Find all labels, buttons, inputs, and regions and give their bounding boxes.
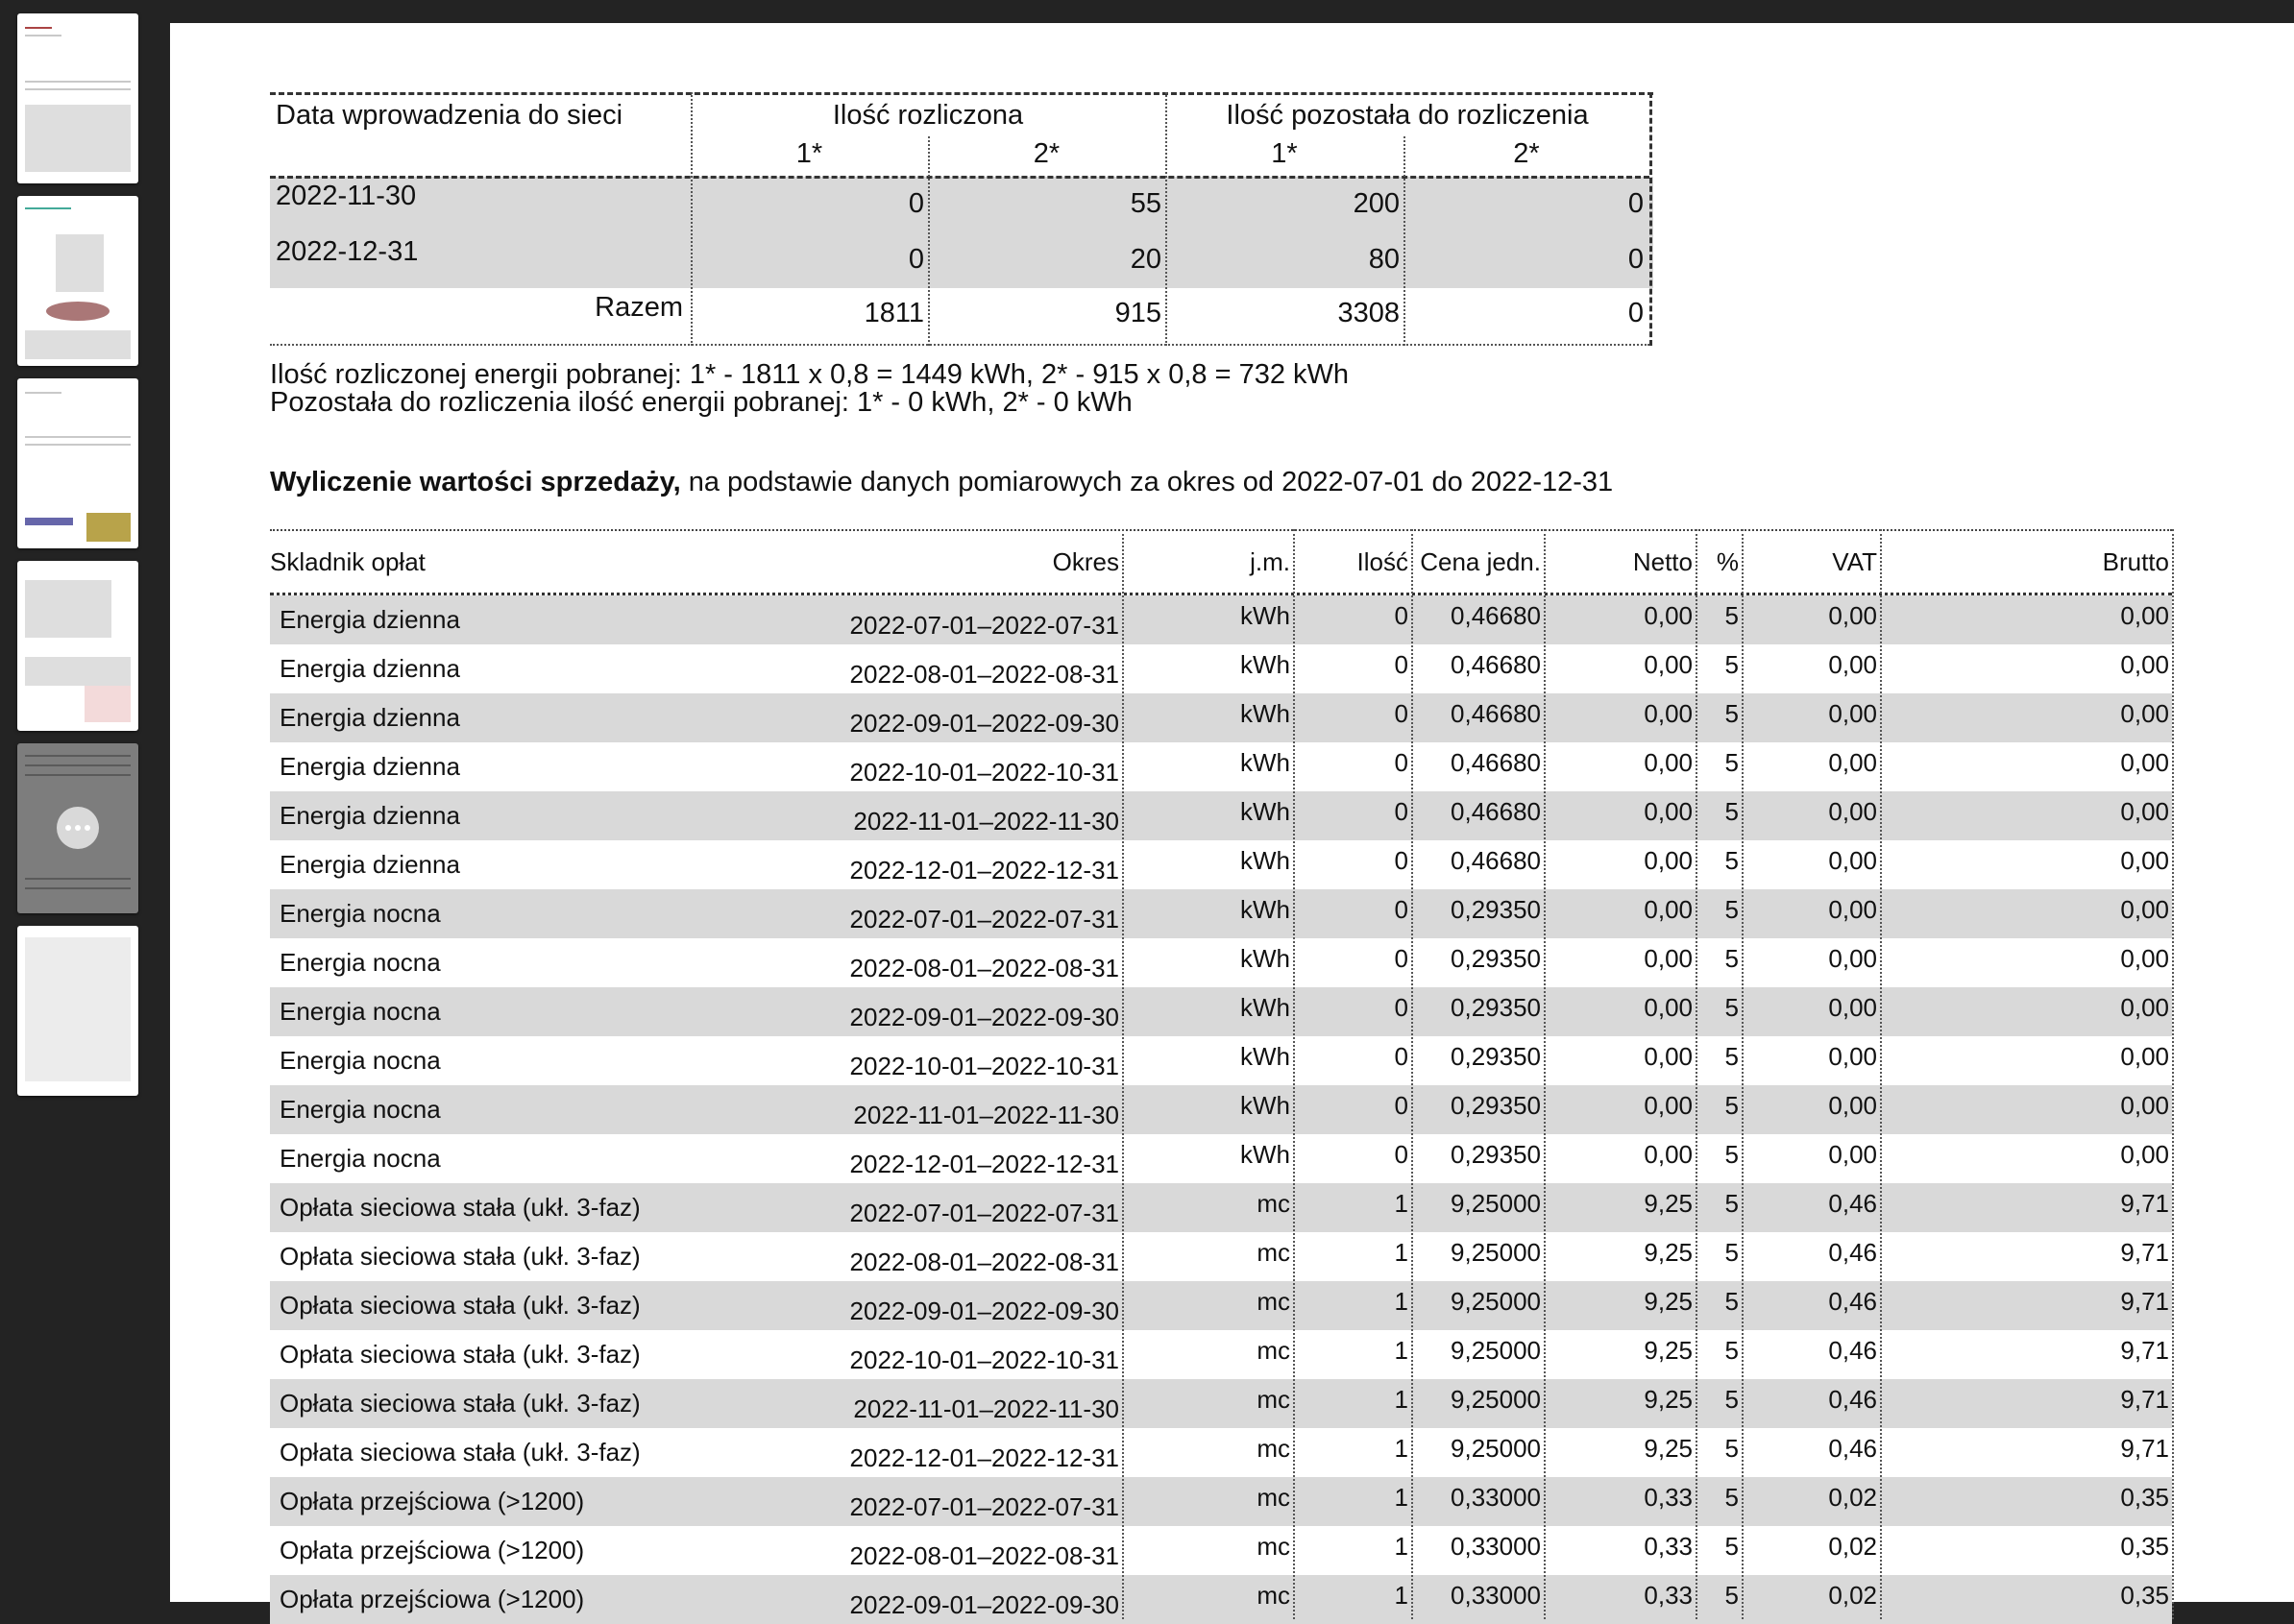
cell-net: 9,25 (1644, 1287, 1693, 1316)
cell-gross: 0,00 (2120, 601, 2169, 630)
cell-net: 0,00 (1644, 1140, 1693, 1169)
column-divider (1880, 529, 1882, 1619)
cell-vat: 0,00 (1828, 944, 1877, 973)
cell-period: 2022-09-01–2022-09-30 (849, 1297, 1119, 1325)
cell-gross: 0,35 (2120, 1483, 2169, 1512)
cell-vat: 0,00 (1828, 895, 1877, 924)
cell-vat-rate: 5 (1724, 1042, 1739, 1071)
table-row (270, 693, 2172, 742)
cell-quantity: 1 (1394, 1287, 1408, 1316)
table-row (270, 595, 2172, 644)
cell-unit: kWh (1240, 748, 1290, 777)
cell-unit: mc (1257, 1434, 1290, 1463)
cell-gross: 0,00 (2120, 748, 2169, 777)
table-row (270, 1134, 2172, 1183)
cell-vat: 0,00 (1828, 993, 1877, 1022)
cell-unit-price: 9,25000 (1451, 1189, 1541, 1218)
cell-vat: 0,02 (1828, 1532, 1877, 1561)
cell-net: 0,33 (1644, 1483, 1693, 1512)
cell-period: 2022-12-01–2022-12-31 (849, 1150, 1119, 1178)
cell-gross: 0,00 (2120, 944, 2169, 973)
header-unit-price: Cena jedn. (1420, 546, 1541, 576)
cell-unit-price: 0,29350 (1451, 1042, 1541, 1071)
cell-gross: 0,35 (2120, 1532, 2169, 1561)
cell-quantity: 1 (1394, 1385, 1408, 1414)
cell-component: Energia dzienna (280, 703, 460, 732)
cell-period: 2022-10-01–2022-10-31 (849, 758, 1119, 787)
cell-net: 0,00 (1644, 797, 1693, 826)
cell-component: Energia nocna (280, 1095, 441, 1124)
cell-gross: 9,71 (2120, 1336, 2169, 1365)
header-unit: j.m. (1250, 546, 1290, 576)
cell-component: Opłata sieciowa stała (ukł. 3-faz) (280, 1291, 641, 1320)
header-net: Netto (1632, 546, 1693, 576)
document-page (170, 23, 2294, 1619)
cell-gross: 9,71 (2120, 1287, 2169, 1316)
cell-vat: 0,46 (1828, 1336, 1877, 1365)
cell-unit-price: 0,46680 (1451, 846, 1541, 875)
cell-quantity: 1 (1394, 1581, 1408, 1610)
page-thumbnail-6[interactable] (17, 926, 138, 1096)
cell-unit: mc (1257, 1336, 1290, 1365)
cell-period: 2022-09-01–2022-09-30 (849, 1590, 1119, 1619)
cell-unit: kWh (1240, 1091, 1290, 1120)
table-row (270, 644, 2172, 693)
table-row (270, 1575, 2172, 1624)
cell-vat-rate: 5 (1724, 650, 1739, 679)
cell-unit-price: 0,33000 (1451, 1581, 1541, 1610)
sales-table-body (270, 595, 2172, 1624)
sales-table (270, 529, 2172, 1624)
cell-unit: mc (1257, 1238, 1290, 1267)
cell-net: 0,00 (1644, 699, 1693, 728)
cell-vat: 0,00 (1828, 1091, 1877, 1120)
cell-unit-price: 0,29350 (1451, 895, 1541, 924)
page-thumbnail-1[interactable] (17, 13, 138, 183)
cell-net: 9,25 (1644, 1385, 1693, 1414)
cell-gross: 0,00 (2120, 797, 2169, 826)
cell-unit: mc (1257, 1385, 1290, 1414)
cell-gross: 9,71 (2120, 1238, 2169, 1267)
cell-vat-rate: 5 (1724, 944, 1739, 973)
cell-quantity: 0 (1394, 797, 1408, 826)
column-divider (1742, 529, 1744, 1619)
cell-gross: 9,71 (2120, 1189, 2169, 1218)
cell-gross: 0,00 (2120, 993, 2169, 1022)
settle-header-s2: 2* (1033, 138, 1061, 169)
cell-period: 2022-07-01–2022-07-31 (849, 611, 1119, 640)
cell-unit-price: 0,46680 (1451, 699, 1541, 728)
cell-vat: 0,02 (1828, 1581, 1877, 1610)
settle-total-r2: 0 (1627, 298, 1644, 328)
table-row (270, 1526, 2172, 1575)
sales-calculation-title (270, 467, 1613, 498)
cell-quantity: 1 (1394, 1238, 1408, 1267)
cell-component: Opłata sieciowa stała (ukł. 3-faz) (280, 1340, 641, 1369)
cell-vat: 0,46 (1828, 1189, 1877, 1218)
header-gross: Brutto (2102, 546, 2169, 576)
cell-unit: mc (1257, 1483, 1290, 1512)
cell-net: 0,00 (1644, 944, 1693, 973)
settle-header-remaining: Ilość pozostała do rozliczenia (1226, 100, 1589, 131)
cell-quantity: 0 (1394, 650, 1408, 679)
cell-quantity: 0 (1394, 895, 1408, 924)
cell-period: 2022-08-01–2022-08-31 (849, 660, 1119, 689)
cell-gross: 0,00 (2120, 895, 2169, 924)
cell-quantity: 0 (1394, 944, 1408, 973)
cell-vat-rate: 5 (1724, 1287, 1739, 1316)
cell-period: 2022-07-01–2022-07-31 (849, 905, 1119, 933)
cell-unit: kWh (1240, 699, 1290, 728)
cell-period: 2022-11-01–2022-11-30 (853, 1101, 1119, 1129)
cell-period: 2022-09-01–2022-09-30 (849, 709, 1119, 738)
sales-calculation-title-bold: Wyliczenie wartości sprzedaży, (270, 467, 681, 497)
cell-component: Energia nocna (280, 948, 441, 977)
cell-unit: kWh (1240, 895, 1290, 924)
table-row (270, 987, 2172, 1036)
cell-gross: 0,00 (2120, 1140, 2169, 1169)
table-row (270, 938, 2172, 987)
cell-period: 2022-10-01–2022-10-31 (849, 1345, 1119, 1374)
cell-component: Energia dzienna (280, 801, 460, 830)
cell-gross: 0,00 (2120, 650, 2169, 679)
cell-quantity: 0 (1394, 1091, 1408, 1120)
cell-unit: mc (1257, 1581, 1290, 1610)
cell-gross: 0,00 (2120, 1042, 2169, 1071)
cell-unit-price: 0,33000 (1451, 1483, 1541, 1512)
page-thumbnail-5[interactable] (17, 743, 138, 913)
column-divider (2172, 529, 2174, 1619)
table-row (270, 840, 2172, 889)
cell-unit-price: 9,25000 (1451, 1287, 1541, 1316)
cell-vat-rate: 5 (1724, 797, 1739, 826)
cell-component: Energia dzienna (280, 605, 460, 634)
cell-vat: 0,00 (1828, 650, 1877, 679)
cell-vat-rate: 5 (1724, 1140, 1739, 1169)
page-thumbnail-4[interactable] (17, 561, 138, 731)
cell-period: 2022-10-01–2022-10-31 (849, 1052, 1119, 1080)
sales-calculation-title-rest: na podstawie danych pomiarowych za okres od 2022-07-01 do 2022-12-31 (680, 467, 1614, 497)
cell-vat-rate: 5 (1724, 895, 1739, 924)
cell-unit-price: 0,29350 (1451, 1140, 1541, 1169)
table-row (270, 1281, 2172, 1330)
table-row (270, 1036, 2172, 1085)
cell-unit: kWh (1240, 1140, 1290, 1169)
cell-vat: 0,46 (1828, 1385, 1877, 1414)
cell-period: 2022-08-01–2022-08-31 (849, 1541, 1119, 1570)
cell-vat: 0,00 (1828, 699, 1877, 728)
settle-header-r1: 1* (1271, 138, 1298, 169)
cell-vat: 0,46 (1828, 1238, 1877, 1267)
settled-energy-note: Ilość rozliczonej energii pobranej: 1* - 1811 x 0,8 = 1449 kWh, 2* - 915 x 0,8 = 732 kWh (270, 359, 1350, 390)
cell-quantity: 1 (1394, 1336, 1408, 1365)
sales-table-header (270, 529, 2172, 595)
cell-period: 2022-09-01–2022-09-30 (849, 1003, 1119, 1031)
cell-component: Opłata sieciowa stała (ukł. 3-faz) (280, 1389, 641, 1418)
cell-quantity: 1 (1394, 1483, 1408, 1512)
cell-gross: 0,35 (2120, 1581, 2169, 1610)
cell-gross: 9,71 (2120, 1434, 2169, 1463)
cell-gross: 0,00 (2120, 846, 2169, 875)
cell-component: Energia dzienna (280, 752, 460, 781)
cell-vat-rate: 5 (1724, 993, 1739, 1022)
cell-unit: kWh (1240, 797, 1290, 826)
cell-quantity: 0 (1394, 1042, 1408, 1071)
cell-net: 0,00 (1644, 601, 1693, 630)
cell-unit-price: 9,25000 (1451, 1238, 1541, 1267)
table-row (270, 889, 2172, 938)
cell-unit: mc (1257, 1189, 1290, 1218)
cell-vat: 0,00 (1828, 601, 1877, 630)
cell-vat: 0,02 (1828, 1483, 1877, 1512)
table-row (270, 1085, 2172, 1134)
cell-component: Energia nocna (280, 899, 441, 928)
cell-unit-price: 9,25000 (1451, 1434, 1541, 1463)
cell-vat-rate: 5 (1724, 1336, 1739, 1365)
cell-component: Opłata sieciowa stała (ukł. 3-faz) (280, 1438, 641, 1466)
cell-unit-price: 0,46680 (1451, 748, 1541, 777)
cell-quantity: 0 (1394, 993, 1408, 1022)
cell-vat: 0,00 (1828, 797, 1877, 826)
cell-period: 2022-11-01–2022-11-30 (853, 807, 1119, 836)
table-row (270, 1183, 2172, 1232)
page-thumbnail-2[interactable] (17, 196, 138, 366)
cell-vat-rate: 5 (1724, 601, 1739, 630)
cell-vat-rate: 5 (1724, 1483, 1739, 1512)
settle-row-s1: 0 (908, 188, 924, 219)
column-divider (1544, 529, 1546, 1619)
cell-unit: kWh (1240, 601, 1290, 630)
settle-row-date: 2022-12-31 (276, 236, 419, 267)
cell-quantity: 0 (1394, 601, 1408, 630)
cell-net: 9,25 (1644, 1238, 1693, 1267)
settle-header-s1: 1* (795, 138, 823, 169)
cell-period: 2022-12-01–2022-12-31 (849, 1443, 1119, 1472)
settle-row-s2: 20 (1130, 244, 1161, 275)
cell-component: Opłata sieciowa stała (ukł. 3-faz) (280, 1193, 641, 1222)
cell-unit-price: 0,46680 (1451, 601, 1541, 630)
thumbnail-sidebar (0, 0, 154, 1602)
cell-unit: kWh (1240, 846, 1290, 875)
remaining-energy-note: Pozostała do rozliczenia ilość energii pobranej: 1* - 0 kWh, 2* - 0 kWh (270, 387, 1133, 418)
settle-header-settled: Ilość rozliczona (832, 100, 1024, 131)
cell-unit: kWh (1240, 1042, 1290, 1071)
cell-net: 0,00 (1644, 846, 1693, 875)
settle-header-r2: 2* (1513, 138, 1540, 169)
cell-vat-rate: 5 (1724, 699, 1739, 728)
cell-component: Energia nocna (280, 997, 441, 1026)
cell-component: Energia dzienna (280, 850, 460, 879)
cell-quantity: 1 (1394, 1434, 1408, 1463)
cell-net: 9,25 (1644, 1189, 1693, 1218)
cell-vat-rate: 5 (1724, 1238, 1739, 1267)
cell-unit-price: 0,33000 (1451, 1532, 1541, 1561)
header-vat-rate: % (1716, 546, 1739, 576)
cell-component: Opłata przejściowa (>1200) (280, 1487, 585, 1515)
cell-period: 2022-11-01–2022-11-30 (853, 1394, 1119, 1423)
header-component: Skladnik opłat (270, 546, 426, 576)
settle-row-s2: 55 (1130, 188, 1161, 219)
cell-net: 0,00 (1644, 1091, 1693, 1120)
cell-vat-rate: 5 (1724, 846, 1739, 875)
page-thumbnail-3[interactable] (17, 378, 138, 548)
cell-unit: kWh (1240, 650, 1290, 679)
header-quantity: Ilość (1356, 546, 1408, 576)
cell-unit-price: 0,29350 (1451, 944, 1541, 973)
settle-row-r2: 0 (1627, 244, 1644, 275)
cell-gross: 9,71 (2120, 1385, 2169, 1414)
cell-quantity: 0 (1394, 748, 1408, 777)
cell-period: 2022-08-01–2022-08-31 (849, 954, 1119, 982)
cell-net: 0,00 (1644, 1042, 1693, 1071)
cell-unit-price: 0,29350 (1451, 993, 1541, 1022)
table-row (270, 1379, 2172, 1428)
cell-vat: 0,46 (1828, 1287, 1877, 1316)
table-row (270, 1428, 2172, 1477)
settle-header-date: Data wprowadzenia do sieci (276, 100, 623, 131)
settle-row-r1: 80 (1368, 244, 1400, 275)
cell-period: 2022-07-01–2022-07-31 (849, 1492, 1119, 1521)
cell-net: 9,25 (1644, 1336, 1693, 1365)
table-row (270, 742, 2172, 791)
cell-net: 0,00 (1644, 895, 1693, 924)
cell-net: 0,00 (1644, 748, 1693, 777)
header-vat: VAT (1832, 546, 1877, 576)
table-row (270, 1232, 2172, 1281)
table-row (270, 791, 2172, 840)
cell-unit-price: 9,25000 (1451, 1385, 1541, 1414)
column-divider (1122, 529, 1124, 1619)
cell-unit-price: 0,46680 (1451, 797, 1541, 826)
cell-vat-rate: 5 (1724, 1532, 1739, 1561)
cell-quantity: 0 (1394, 846, 1408, 875)
settle-total-s1: 1811 (864, 298, 924, 328)
cell-quantity: 1 (1394, 1189, 1408, 1218)
column-divider (1696, 529, 1697, 1619)
cell-component: Opłata sieciowa stała (ukł. 3-faz) (280, 1242, 641, 1271)
cell-unit: kWh (1240, 993, 1290, 1022)
cell-period: 2022-12-01–2022-12-31 (849, 856, 1119, 885)
cell-gross: 0,00 (2120, 699, 2169, 728)
cell-net: 0,33 (1644, 1581, 1693, 1610)
cell-period: 2022-07-01–2022-07-31 (849, 1199, 1119, 1227)
cell-quantity: 0 (1394, 699, 1408, 728)
settle-row-date: 2022-11-30 (276, 181, 417, 211)
column-divider (1411, 529, 1413, 1619)
cell-component: Energia nocna (280, 1046, 441, 1075)
settle-row-r1: 200 (1353, 188, 1400, 219)
settle-row-r2: 0 (1627, 188, 1644, 219)
settle-row-s1: 0 (908, 244, 924, 275)
cell-net: 0,00 (1644, 650, 1693, 679)
cell-vat: 0,00 (1828, 846, 1877, 875)
cell-component: Opłata przejściowa (>1200) (280, 1536, 585, 1564)
settle-total-s2: 915 (1114, 298, 1161, 328)
settle-total-r1: 3308 (1337, 298, 1400, 328)
cell-unit-price: 9,25000 (1451, 1336, 1541, 1365)
table-row (270, 1330, 2172, 1379)
cell-vat-rate: 5 (1724, 748, 1739, 777)
cell-net: 0,33 (1644, 1532, 1693, 1561)
cell-vat: 0,46 (1828, 1434, 1877, 1463)
cell-vat-rate: 5 (1724, 1581, 1739, 1610)
cell-period: 2022-08-01–2022-08-31 (849, 1248, 1119, 1276)
cell-net: 9,25 (1644, 1434, 1693, 1463)
cell-vat-rate: 5 (1724, 1434, 1739, 1463)
header-period: Okres (1052, 546, 1119, 576)
cell-unit: mc (1257, 1532, 1290, 1561)
cell-unit: mc (1257, 1287, 1290, 1316)
cell-component: Energia dzienna (280, 654, 460, 683)
table-row (270, 1477, 2172, 1526)
cell-component: Opłata przejściowa (>1200) (280, 1585, 585, 1613)
column-divider (1293, 529, 1295, 1619)
cell-vat: 0,00 (1828, 1140, 1877, 1169)
cell-vat-rate: 5 (1724, 1385, 1739, 1414)
more-horizontal-icon[interactable] (57, 807, 99, 849)
settlement-table (270, 92, 1653, 346)
cell-vat-rate: 5 (1724, 1091, 1739, 1120)
cell-unit: kWh (1240, 944, 1290, 973)
cell-net: 0,00 (1644, 993, 1693, 1022)
cell-unit-price: 0,29350 (1451, 1091, 1541, 1120)
cell-gross: 0,00 (2120, 1091, 2169, 1120)
settle-total-label: Razem (595, 292, 683, 323)
cell-vat: 0,00 (1828, 748, 1877, 777)
cell-component: Energia nocna (280, 1144, 441, 1173)
cell-vat: 0,00 (1828, 1042, 1877, 1071)
cell-unit-price: 0,46680 (1451, 650, 1541, 679)
cell-vat-rate: 5 (1724, 1189, 1739, 1218)
cell-quantity: 0 (1394, 1140, 1408, 1169)
cell-quantity: 1 (1394, 1532, 1408, 1561)
